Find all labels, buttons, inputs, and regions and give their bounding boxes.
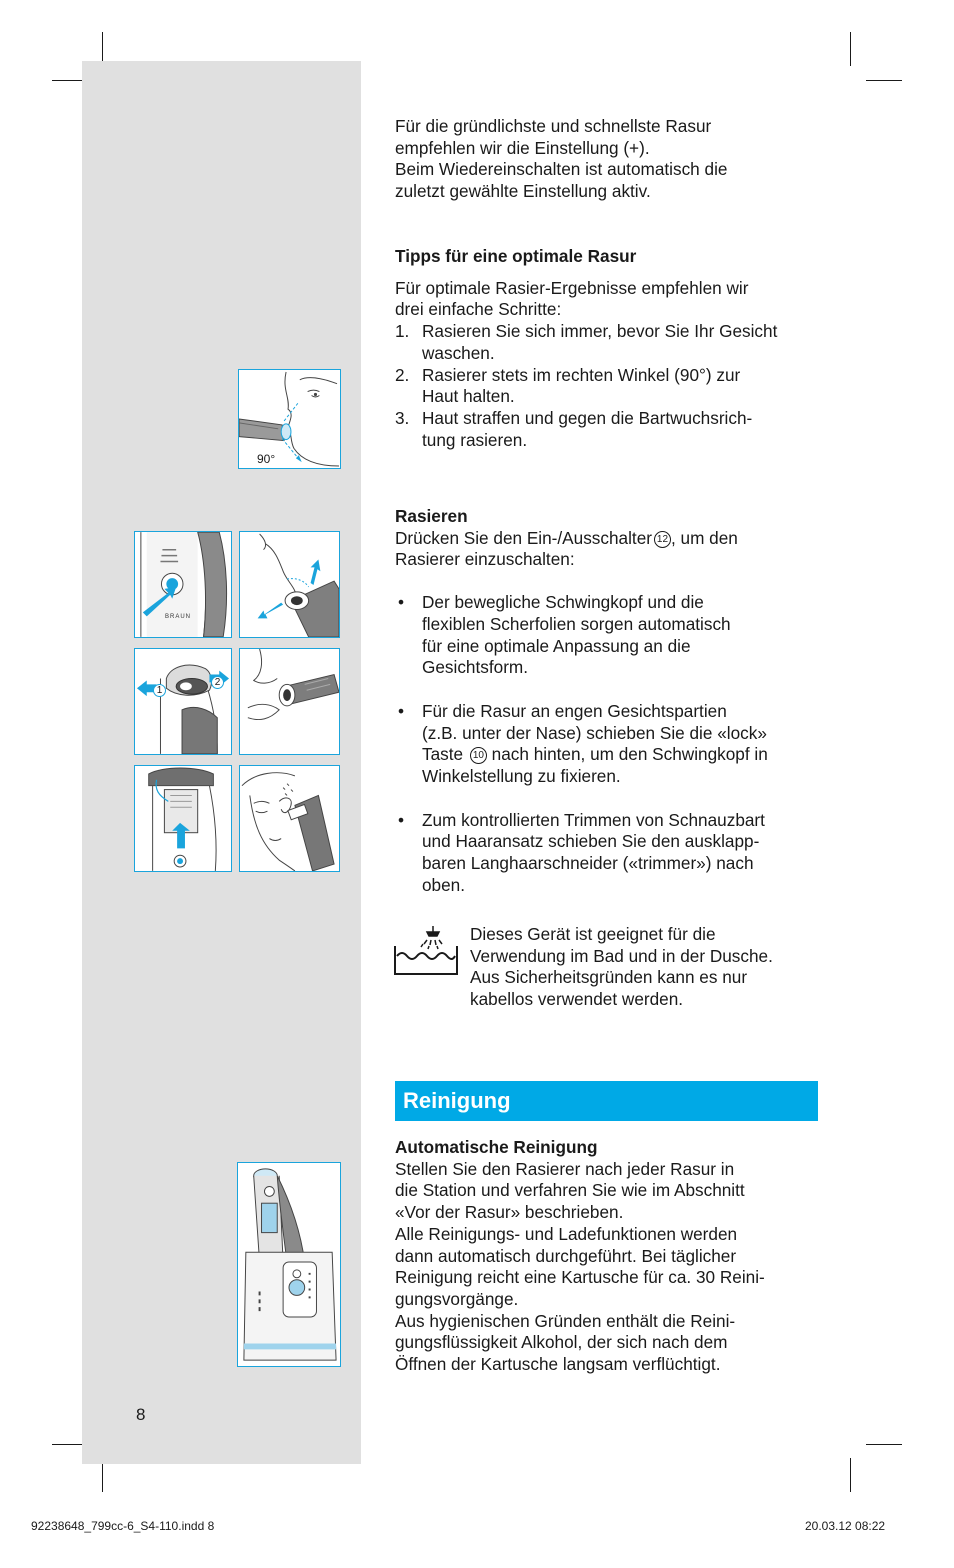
figure-lock-head xyxy=(134,648,232,755)
cleaning-line: gungsflüssigkeit Alkohol, der sich nach dem xyxy=(395,1332,728,1353)
step-number: 1. xyxy=(395,321,410,342)
cleaning-line: gungsvorgänge. xyxy=(395,1288,519,1309)
crop-mark xyxy=(52,1444,82,1445)
bullet-icon: • xyxy=(398,592,405,613)
trimmer-illustration xyxy=(135,766,231,871)
step-text: waschen. xyxy=(422,342,495,363)
bullet-line: flexiblen Scherfolien sorgen automatisch xyxy=(422,613,731,634)
figure-shaving-angle xyxy=(238,369,341,469)
figure-sideburns xyxy=(239,765,340,872)
bullet-line: Der bewegliche Schwingkopf und die xyxy=(422,592,704,613)
step-two-label: 2 xyxy=(211,676,224,689)
bullet-line: Winkelstellung zu fixieren. xyxy=(422,766,621,787)
shower-icon xyxy=(393,924,459,976)
cleaning-section xyxy=(395,1137,825,1376)
bullet-line: baren Langhaarschneider («trimmer») nach xyxy=(422,853,754,874)
lock-head-illustration xyxy=(135,649,231,754)
crop-mark xyxy=(866,1444,902,1445)
crop-mark xyxy=(850,32,851,66)
tips-heading: Tipps für eine optimale Rasur xyxy=(395,246,637,266)
cleaning-station-illustration xyxy=(238,1163,340,1366)
bullet-line: Zum kontrollierten Trimmen von Schnauzbart xyxy=(422,809,765,830)
shaving-line xyxy=(395,528,825,550)
lock-reference-marker: 10 xyxy=(470,747,487,764)
tips-intro-line: Für optimale Rasier-Ergebnisse empfehlen wir xyxy=(395,277,749,298)
cleaning-line: Reinigung reicht eine Kartusche für ca. 30 Reini- xyxy=(395,1267,765,1288)
shaving-bullet xyxy=(395,810,825,897)
page-number: 8 xyxy=(136,1405,146,1424)
cleaning-line: «Vor der Rasur» beschrieben. xyxy=(395,1202,624,1223)
shaving-heading: Rasieren xyxy=(395,506,468,526)
brand-mark: BRAUN xyxy=(165,614,192,620)
step-number: 2. xyxy=(395,364,410,385)
bullet-text: nach hinten, um den Schwingkopf in xyxy=(491,744,768,765)
tips-section xyxy=(395,246,825,451)
angle-label: 90° xyxy=(257,452,276,466)
intro-line: zuletzt gewählte Einstellung aktiv. xyxy=(395,181,651,202)
cleaning-line: Stellen Sie den Rasierer nach jeder Rasur in xyxy=(395,1158,735,1179)
crop-mark xyxy=(866,80,902,81)
shaving-text: , um den xyxy=(670,527,738,548)
step-number: 3. xyxy=(395,407,410,428)
bullet-line: (z.B. unter der Nase) schieben Sie die «lock» xyxy=(422,722,767,743)
figure-under-nose xyxy=(239,648,340,755)
step-text: tung rasieren. xyxy=(422,429,528,450)
tips-step xyxy=(395,321,825,364)
shower-note-line: Verwendung im Bad und in der Dusche. xyxy=(470,945,773,966)
step-one-label: 1 xyxy=(153,684,166,697)
intro-line: Beim Wiedereinschalten ist automatisch die xyxy=(395,159,728,180)
face-profile-illustration xyxy=(239,370,340,468)
figure-face-contour xyxy=(239,531,340,638)
crop-mark xyxy=(850,1458,851,1492)
step-text: Rasieren Sie sich immer, bevor Sie Ihr Gesicht xyxy=(422,321,778,342)
cleaning-line: Alle Reinigungs- und Ladefunktionen werden xyxy=(395,1223,738,1244)
tips-intro-line: drei einfache Schritte: xyxy=(395,299,562,320)
bullet-text: Taste xyxy=(422,744,464,765)
cleaning-line: die Station und verfahren Sie wie im Abschnitt xyxy=(395,1180,745,1201)
tips-step xyxy=(395,365,825,408)
cleaning-line: dann automatisch durchgeführt. Bei täglicher xyxy=(395,1245,737,1266)
shaving-section xyxy=(395,506,825,919)
intro-line: empfehlen wir die Einstellung (+). xyxy=(395,137,650,158)
bullet-line: und Haaransatz schieben Sie den ausklapp- xyxy=(422,831,760,852)
figure-cleaning-station xyxy=(237,1162,341,1367)
shaving-line: Rasierer einzuschalten: xyxy=(395,549,575,570)
bullet-line: Für die Rasur an engen Gesichtspartien xyxy=(422,700,727,721)
section-banner-cleaning: Reinigung xyxy=(395,1081,818,1121)
intro-line: Für die gründlichste und schnellste Rasur xyxy=(395,116,712,136)
shaving-text: Drücken Sie den Ein-/Ausschalter xyxy=(395,527,652,548)
shower-note-line: kabellos verwendet werden. xyxy=(470,989,684,1010)
face-contour-illustration xyxy=(240,532,339,637)
bullet-line: oben. xyxy=(422,874,466,895)
footer-timestamp: 20.03.12 08:22 xyxy=(805,1519,886,1533)
shower-bath-icon xyxy=(393,924,459,976)
shower-note-line: Dieses Gerät ist geeignet für die xyxy=(470,924,716,944)
crop-mark xyxy=(52,80,82,81)
intro-paragraph xyxy=(395,116,825,203)
bullet-line: Gesichtsform. xyxy=(422,657,529,678)
bullet-icon: • xyxy=(398,809,405,830)
cleaning-line: Aus hygienischen Gründen enthält die Reini- xyxy=(395,1310,736,1331)
bullet-line: für eine optimale Anpassung an die xyxy=(422,635,691,656)
tips-steps xyxy=(395,321,825,451)
under-nose-illustration xyxy=(240,649,339,754)
figure-trimmer xyxy=(134,765,232,872)
shaving-bullets xyxy=(395,592,825,896)
cleaning-heading: Automatische Reinigung xyxy=(395,1137,598,1157)
step-text: Haut straffen und gegen die Bartwuchsrich- xyxy=(422,407,753,428)
switch-reference-marker: 12 xyxy=(654,531,671,548)
sideburns-illustration xyxy=(240,766,339,871)
shower-note-line: Aus Sicherheitsgründen kann es nur xyxy=(470,967,748,988)
shaving-bullet xyxy=(395,592,825,679)
shower-note xyxy=(470,924,825,1011)
shaving-bullet xyxy=(395,701,825,788)
bullet-line xyxy=(422,744,825,766)
bullet-icon: • xyxy=(398,700,405,721)
step-text: Haut halten. xyxy=(422,386,515,407)
cleaning-line: Öffnen der Kartusche langsam verflüchtigt. xyxy=(395,1354,721,1375)
footer-filename: 92238648_799cc-6_S4-110.indd 8 xyxy=(31,1519,215,1533)
tips-step xyxy=(395,408,825,451)
step-text: Rasierer stets im rechten Winkel (90°) zur xyxy=(422,364,741,385)
shaver-switch-illustration xyxy=(135,532,231,637)
figure-switch-on xyxy=(134,531,232,638)
